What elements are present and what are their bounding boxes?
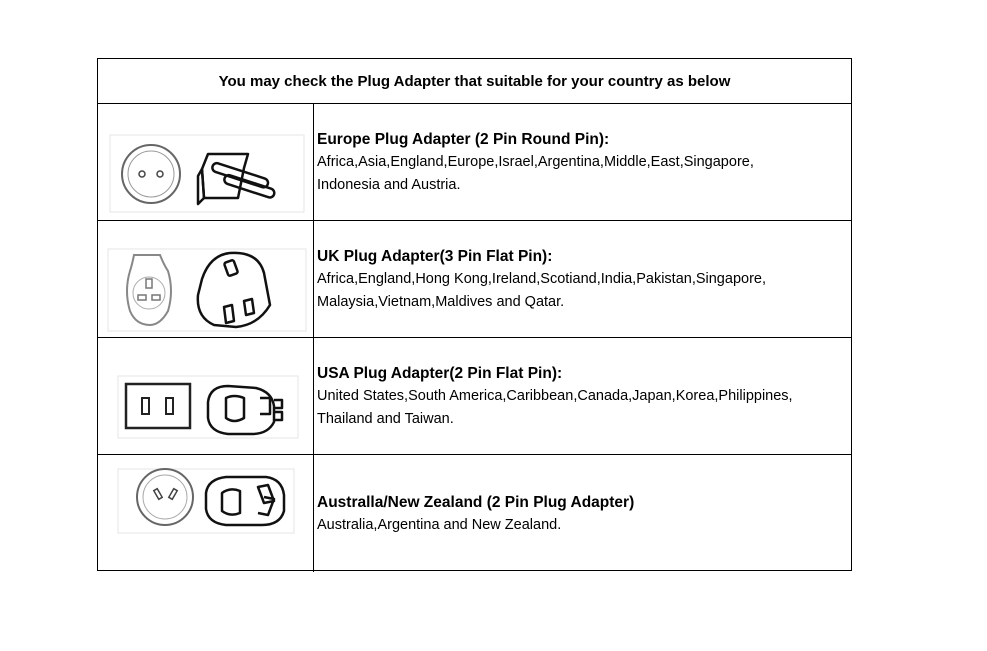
- europe-title: Europe Plug Adapter (2 Pin Round Pin):: [317, 130, 610, 148]
- table-header: [98, 59, 851, 104]
- table-row-australia: [98, 455, 851, 572]
- uk-flat-pin-plug-icon: [98, 221, 314, 338]
- australia-plug-icon: [98, 455, 314, 572]
- europe-description-line-2: Indonesia and Austria.: [317, 176, 461, 193]
- header-title: You may check the Plug Adapter that suitable for your country as below: [218, 72, 731, 90]
- uk-text-cell: [317, 221, 843, 349]
- australia-image-cell: [98, 455, 314, 572]
- australia-text-cell: [317, 455, 843, 572]
- europe-image-cell: [98, 104, 314, 220]
- usa-flat-pin-plug-icon: [98, 338, 314, 455]
- usa-description-line-2: Thailand and Taiwan.: [317, 410, 454, 427]
- europe-description-line-1: Africa,Asia,England,Europe,Israel,Argentina,Middle,East,Singapore,: [317, 153, 754, 170]
- europe-text-cell: [317, 104, 843, 232]
- usa-title: USA Plug Adapter(2 Pin Flat Pin):: [317, 364, 563, 382]
- uk-title: UK Plug Adapter(3 Pin Flat Pin):: [317, 247, 553, 265]
- usa-description-line-1: United States,South America,Caribbean,Canada,Japan,Korea,Philippines,: [317, 387, 793, 404]
- plug-adapter-table: [97, 58, 852, 571]
- table-row-usa: [98, 338, 851, 455]
- australia-title: Australla/New Zealand (2 Pin Plug Adapter): [317, 493, 635, 511]
- table-row-europe: [98, 104, 851, 221]
- usa-image-cell: [98, 338, 314, 454]
- uk-description-line-2: Malaysia,Vietnam,Maldives and Qatar.: [317, 293, 565, 310]
- australia-description-line-1: Australia,Argentina and New Zealand.: [317, 516, 562, 533]
- table-row-uk: [98, 221, 851, 338]
- uk-description-line-1: Africa,England,Hong Kong,Ireland,Scotiand,India,Pakistan,Singapore,: [317, 270, 766, 287]
- usa-text-cell: [317, 338, 843, 466]
- uk-image-cell: [98, 221, 314, 337]
- europe-round-pin-plug-icon: [98, 104, 314, 221]
